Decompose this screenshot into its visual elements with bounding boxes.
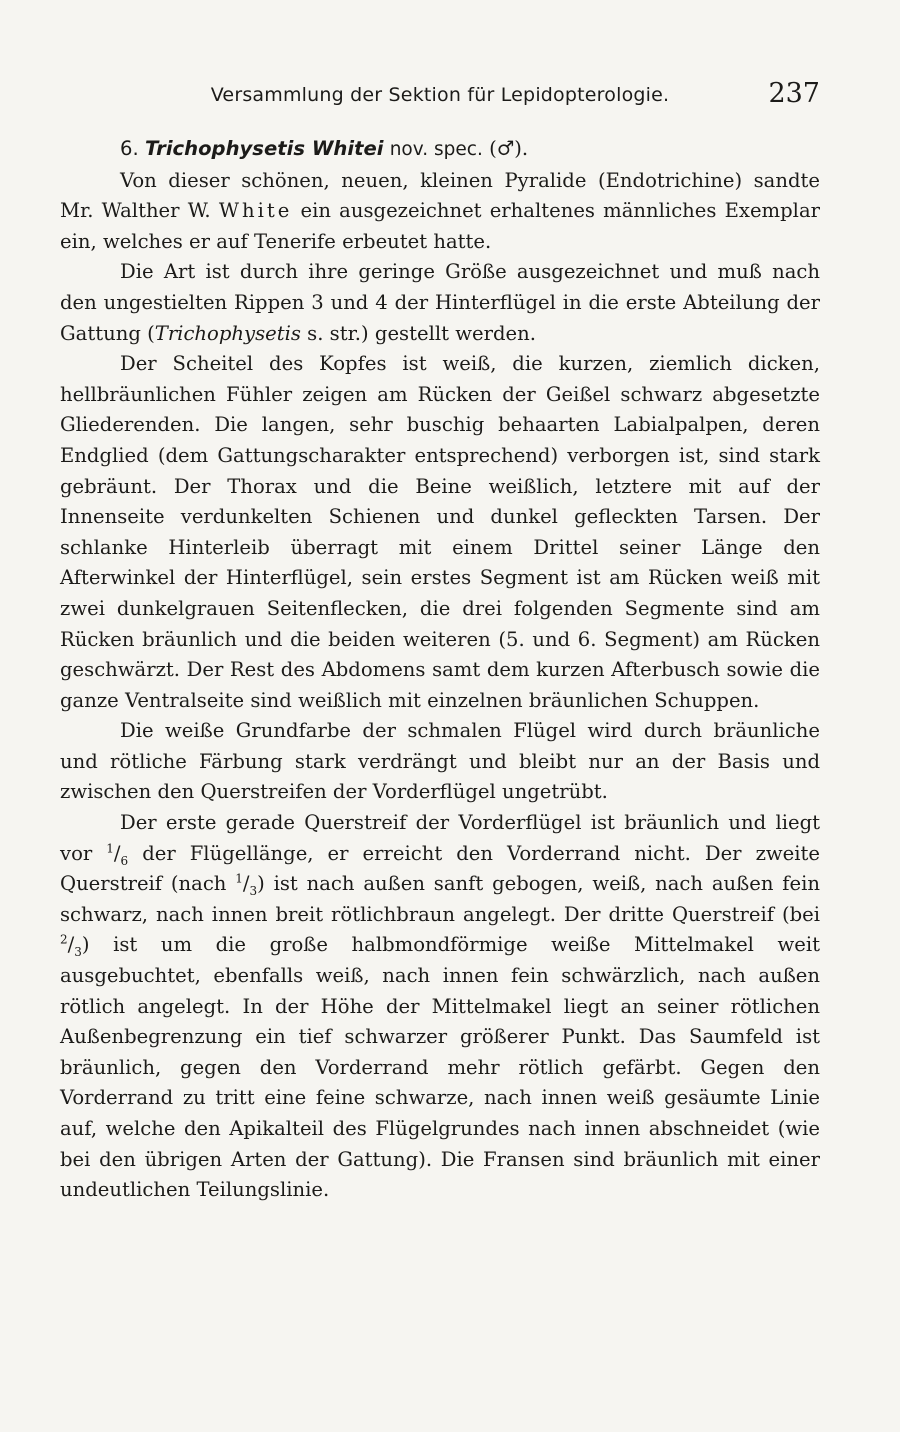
paragraph-text: Von dieser schönen, neuen, kleinen Pyralide (Endotrichine) sandte Mr. Walther W. — [60, 168, 820, 223]
collector-name: White — [218, 199, 293, 223]
fraction-numerator: 2 — [60, 932, 68, 947]
paragraph-wing-color: Die weiße Grundfarbe der schmalen Flügel wird durch bräunliche und rötliche Färbung stark verdrängt und bleibt nur an der Basis und zwischen den Querstreifen der Vorderflügel ungetrübt. — [60, 719, 820, 804]
paragraph-text: Der erste gerade Querstreif der Vorderflügel ist bräunlich und liegt vor — [60, 811, 820, 865]
article-body — [60, 134, 820, 1206]
genus-name: Trichophysetis — [154, 321, 301, 345]
fraction-numerator: 1 — [235, 871, 243, 886]
heading-number: 6. — [120, 137, 139, 160]
fraction-numerator: 1 — [106, 841, 114, 856]
paragraph-text: ) ist nach außen sanft gebogen, weiß, nach außen fein schwarz, nach innen breit rötlichbraun angelegt. Der dritte Querstreif (bei — [60, 872, 820, 926]
page-number: 237 — [768, 78, 820, 109]
page — [60, 78, 820, 1206]
page-header — [60, 78, 820, 112]
nov-spec-label: nov. spec. — [389, 139, 483, 160]
sex-symbol: (♂). — [489, 137, 529, 160]
fraction-two-thirds: $^2/_3$ — [60, 932, 82, 960]
fraction-denominator: 6 — [120, 853, 129, 868]
paragraph-classification — [60, 257, 820, 349]
paragraph-text: ) ist um die große halbmondförmige weiße Mittelmakel weit ausgebuchtet, ebenfalls weiß, nach innen fein schwärzlich, nach außen rötlich angelegt. In der Höhe der Mittelmakel liegt an seiner rötlichen Außenbegrenzung ein tief schwarzer größerer Punkt. Das Saumfeld ist bräunlich, gegen den Vorderrand mehr rötlich gefärbt. Gegen den Vorderrand zu tritt eine feine schwarze, nach innen weiß gesäumte Linie auf, welche den Apikalteil des Flügelgrundes nach innen abschneidet (wie bei den übrigen Arten der Gattung). Die Fransen sind bräunlich mit einer undeutlichen Teilungslinie. — [60, 933, 820, 1202]
paragraph-intro — [60, 166, 820, 258]
paragraph-body-description: Der Scheitel des Kopfes ist weiß, die kurzen, ziemlich dicken, hellbräunlichen Fühler zeigen am Rücken der Geißel schwarz abgesetzte Gliederenden. Die langen, sehr buschig behaarten Labialpalpen, deren Endglied (dem Gattungscharakter entsprechend) verborgen ist, sind stark gebräunt. Der Thorax und die Beine weißlich, letztere mit auf der Innenseite verdunkelten Schienen und dunkel gefleckten Tarsen. Der schlanke Hinterleib überragt mit einem Drittel seiner Länge den Afterwinkel der Hinterflügel, sein erstes Segment ist am Rücken weiß mit zwei dunkelgrauen Seitenflecken, die drei folgenden Segmente sind am Rücken bräunlich und die beiden weiteren (5. und 6. Segment) am Rücken geschwärzt. Der Rest des Abdomens samt dem kurzen Afterbusch sowie die ganze Ventralseite sind weißlich mit einzelnen bräunlichen Schuppen. — [60, 352, 820, 712]
fraction-one-third: $^1/_3$ — [235, 871, 258, 899]
species-heading — [60, 134, 820, 166]
fraction-one-sixth: $^1/_6$ — [106, 841, 129, 868]
species-name: Trichophysetis Whitei — [144, 137, 384, 160]
paragraph-text: ein ausgezeichnet erhaltenes männliches Exemplar ein, welches er auf Tenerife erbeutet hatte. — [60, 199, 820, 253]
paragraph-text: der Flügellänge, er erreicht den Vorderrand nicht. Der zweite Querstreif (nach — [60, 841, 820, 896]
fraction-denominator: 3 — [74, 945, 82, 960]
paragraph-forewing-bands — [60, 808, 820, 1206]
paragraph-text: s. str.) gestellt werden. — [307, 321, 536, 345]
paragraph-text: Die Art ist durch ihre geringe Größe ausgezeichnet und muß nach den ungestielten Rippen 3 und 4 der Hinterflügel in die erste Abteilung der Gattung ( — [60, 260, 820, 345]
fraction-denominator: 3 — [249, 884, 258, 899]
running-head: Versammlung der Sektion für Lepidopterologie. — [210, 84, 670, 106]
